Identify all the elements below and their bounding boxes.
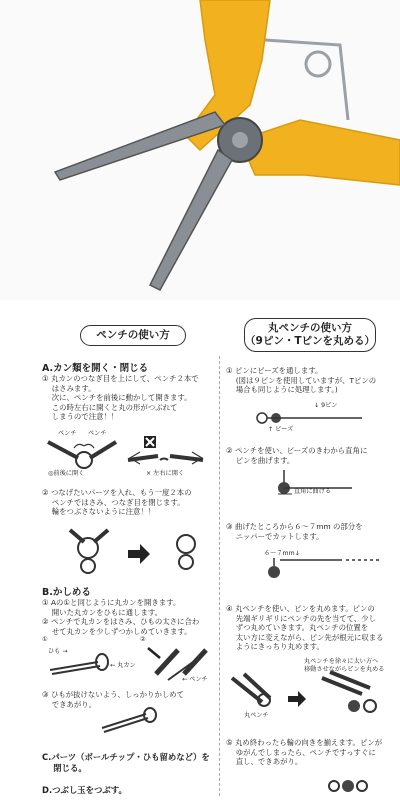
section-d-heading: D.つぶし玉をつぶす。 xyxy=(42,785,127,795)
round-pliers-title xyxy=(244,318,376,352)
pliers-arrow-label: ← ペンチ xyxy=(182,676,208,683)
cut-length-label: ６～７mm↓ xyxy=(264,550,300,557)
bead-label: ↑ ビーズ xyxy=(268,426,294,433)
round-step5-text: ⑤ 丸め終わったら輪の向きを揃えます。ピンが ゆがんでしまったら、ペンチですっすぐに 直し、できあがり。 xyxy=(226,738,383,767)
bend-label: 直角に曲げる xyxy=(294,488,332,495)
column-divider xyxy=(219,356,220,796)
section-b-step3-text: ③ ひもが抜けないよう、しっかりかしめて できあがり。 xyxy=(42,690,185,709)
pliers-label-1: ペンチ xyxy=(58,430,77,437)
pin-bead-diagram xyxy=(222,408,400,430)
round-step3-text: ③ 曲げたところから６～７mm の部分を ニッパーでカットします。 xyxy=(226,522,363,541)
move-pliers-note: 丸ペンチを徐々に太い方へ 移動させながらピンを丸める xyxy=(304,658,385,673)
close-ring-diagram xyxy=(28,520,216,580)
figure-2-marker: ② xyxy=(140,636,146,643)
pliers-illustration xyxy=(0,0,400,300)
pliers-usage-title: ペンチの使い方 xyxy=(80,325,186,346)
round-step2-text: ② ペンチを使い、ビーズのきわから直角に ピンを曲げます。 xyxy=(226,446,368,465)
figure-1-marker: ① xyxy=(42,636,48,643)
round-pliers-title-line1: 丸ペンチの使い方 xyxy=(268,322,352,334)
section-b-heading: B.かしめる xyxy=(42,587,91,598)
pliers-photo xyxy=(0,0,400,300)
round-pliers-label: 丸ペンチ xyxy=(244,712,269,719)
round-pliers-title-line2: （9ピン・Tピンを丸める） xyxy=(245,335,375,347)
round-step4-text: ④ 丸ペンチを使い、ピンを丸めます。ピンの 先端ギリギリにペンチの先を当てて、少し ずつ丸めていきます。丸ペンチの位置を 太い方に変えながら、ピン先が根元に収まる ようにきっちり丸めます。 xyxy=(226,604,384,652)
finished-pin-diagram xyxy=(222,776,400,796)
instruction-sheet xyxy=(0,300,400,800)
section-a-step2-text: ② つなげたいパーツを入れ、もう一度２本の ペンチではさみ、つなぎ目を閉じます。 輪をつぶさないように注意！！ xyxy=(42,488,192,517)
bend-pin-diagram xyxy=(222,470,400,500)
section-a-heading: A.カン類を開く・閉じる xyxy=(42,363,149,374)
section-c-heading: C.パーツ（ボールチップ・ひも留めなど）を 閉じる。 xyxy=(42,752,210,773)
cut-pin-diagram xyxy=(222,556,400,586)
nine-pin-label: ↓ 9ピン xyxy=(314,402,338,409)
good-open-label: ◎前後に開く xyxy=(48,470,85,477)
section-b-steps-text: ① Aの①と同じように丸カンを開きます。 開いた丸カンをひもに通します。 ② ペンチで丸カンをはさみ、ひもの太さに合わ せて丸カンを少しずつかしめていきます。 xyxy=(42,598,200,636)
cord-label: ひも → xyxy=(48,648,68,655)
bad-open-label: × 左右に開く xyxy=(146,470,185,477)
pliers-label-2: ペンチ xyxy=(88,430,107,437)
jump-ring-label: ← 丸カン xyxy=(110,662,136,669)
crimped-result-diagram xyxy=(28,706,216,736)
round-step1-text: ① ピンにビーズを通します。 (図は９ピンを使用していますが、Tピンの 場合も同じように処理します。) xyxy=(226,366,377,395)
section-a-step1-text: ① 丸カンのつなぎ目を上にして、ペンチ２本で はさみます。 次に、ペンチを前後に動かして開きます。 この時左右に開くと丸の形がつぶれて しまうので注意！！ xyxy=(42,374,199,422)
